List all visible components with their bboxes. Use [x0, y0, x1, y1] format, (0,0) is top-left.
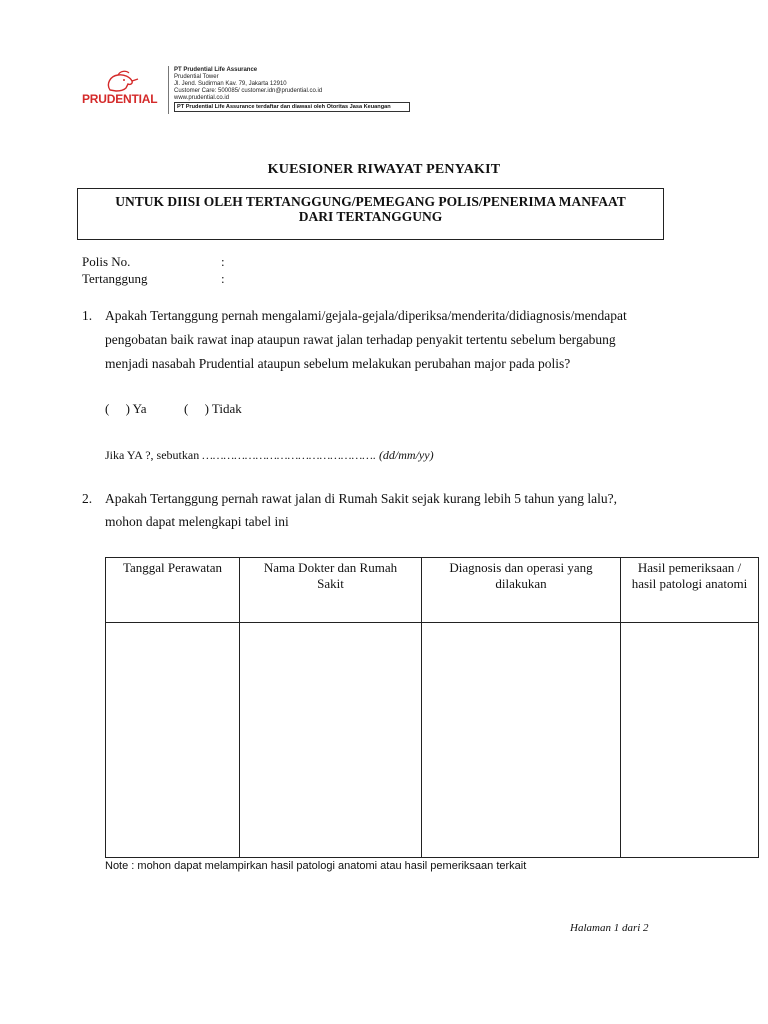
if-yes-label: Jika YA ?, sebutkan	[105, 448, 200, 462]
page-number: Halaman 1 dari 2	[570, 922, 649, 934]
if-yes-line	[105, 448, 434, 463]
policy-number-colon: :	[221, 254, 225, 269]
cell-treatment-date[interactable]	[106, 623, 240, 858]
table-header-row	[106, 558, 759, 623]
header-divider	[168, 66, 169, 114]
header-diagnosis: Diagnosis dan operasi yang dilakukan	[422, 558, 621, 623]
company-name: PT Prudential Life Assurance	[174, 67, 258, 73]
insured-label: Tertanggung	[82, 271, 148, 286]
prudential-logo	[82, 70, 164, 112]
header-doctor-hospital: Nama Dokter dan Rumah Sakit	[240, 558, 422, 623]
option-no-checkbox[interactable]: ( ) Tidak	[184, 401, 242, 416]
registration-box: PT Prudential Life Assurance terdaftar dan diawasi oleh Otoritas Jasa Keuangan	[174, 102, 410, 112]
notice-box	[77, 188, 664, 240]
question-2-line-2: mohon dapat melengkapi tabel ini	[105, 514, 289, 529]
cell-exam-result[interactable]	[621, 623, 759, 858]
question-1-line-2: pengobatan baik rawat inap ataupun rawat jalan terhadap penyakit tertentu sebelum bergabung	[105, 332, 616, 347]
notice-line-2: DARI TERTANGGUNG	[298, 209, 443, 224]
if-yes-input[interactable]: ………………………………………….	[202, 448, 376, 462]
table-note: Note : mohon dapat melampirkan hasil patologi anatomi atau hasil pemeriksaan terkait	[105, 860, 527, 872]
question-1-number: 1.	[82, 308, 93, 323]
question-2-number: 2.	[82, 491, 93, 506]
insured-colon: :	[221, 271, 225, 286]
company-building: Prudential Tower	[174, 74, 219, 80]
document-title: KUESIONER RIWAYAT PENYAKIT	[267, 162, 501, 177]
option-yes-checkbox[interactable]: ( ) Ya	[105, 401, 147, 416]
question-1-line-3: menjadi nasabah Prudential ataupun sebelum melakukan perubahan major pada polis?	[105, 356, 571, 371]
table-row	[106, 623, 759, 858]
header-exam-result: Hasil pemeriksaan / hasil patologi anatomi	[621, 558, 759, 623]
company-customer-care: Customer Care: 500085/ customer.idn@prudential.co.id	[174, 88, 323, 94]
cell-doctor-hospital[interactable]	[240, 623, 422, 858]
treatment-history-table	[105, 557, 759, 858]
logo-wordmark: PRUDENTIAL	[82, 92, 158, 106]
prudence-head-icon	[96, 70, 178, 94]
company-address: Jl. Jend. Sudirman Kav. 79, Jakarta 12910	[174, 81, 287, 87]
company-info	[174, 67, 322, 102]
policy-number-label: Polis No.	[82, 254, 131, 269]
question-1-line-1: Apakah Tertanggung pernah mengalami/gejala-gejala/diperiksa/menderita/didiagnosis/mendapat	[105, 308, 627, 323]
header-treatment-date: Tanggal Perawatan	[106, 558, 240, 623]
question-2-line-1: Apakah Tertanggung pernah rawat jalan di Rumah Sakit sejak kurang lebih 5 tahun yang lalu?,	[105, 491, 618, 506]
notice-line-1: UNTUK DIISI OLEH TERTANGGUNG/PEMEGANG POLIS/PENERIMA MANFAAT	[115, 194, 626, 209]
cell-diagnosis[interactable]	[422, 623, 621, 858]
company-website: www.prudential.co.id	[174, 95, 230, 101]
date-format-hint: (dd/mm/yy)	[378, 448, 434, 462]
